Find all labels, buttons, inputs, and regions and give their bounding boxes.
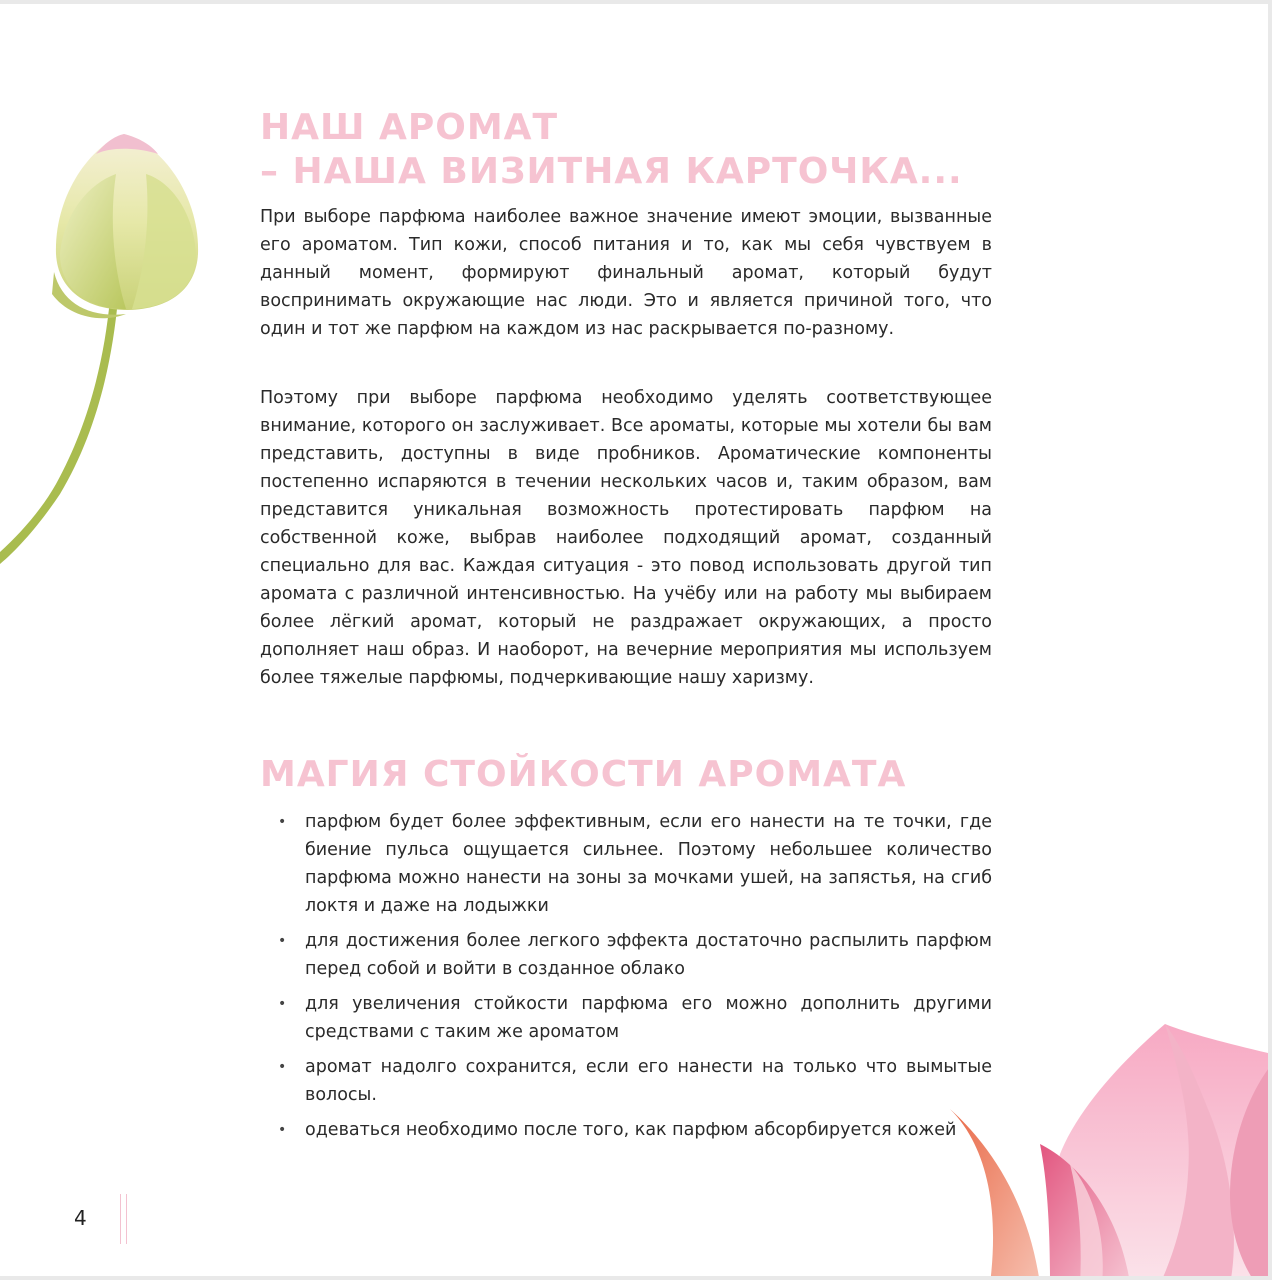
list-item: • одеваться необходимо после того, как парфюм абсорбируется кожей (260, 1116, 992, 1144)
main-heading (260, 106, 963, 194)
list-item: • для достижения более легкого эффекта достаточно распылить парфюм перед собой и войти в созданное облако (260, 927, 992, 983)
tips-list (260, 808, 992, 1151)
section-heading: МАГИЯ СТОЙКОСТИ АРОМАТА (260, 754, 907, 795)
page (0, 4, 1268, 1276)
paragraph-2: Поэтому при выборе парфюма необходимо уделять соответствующее внимание, которого он заслуживает. Все ароматы, которые мы хотели бы вам представить, доступны в виде пробников. Ароматические компоненты постепенно испаряются в течении нескольких часов и, таким образом, вам представится уникальная возможность протестировать парфюм на собственной коже, выбрав наиболее подходящий аромат, созданный специально для вас. Каждая ситуация - это повод использовать другой тип аромата с различной интенсивностью. На учёбу или на работу мы выбираем более лёгкий аромат, который не раздражает окружающих, а просто дополняет наш образ. И наоборот, на вечерние мероприятия мы используем более тяжелые парфюмы, подчеркивающие нашу харизму. (260, 388, 992, 688)
paragraph-1: При выборе парфюма наиболее важное значение имеют эмоции, вызванные его ароматом. Тип кожи, способ питания и то, как мы себя чувствуем в данный момент, формируют финальный аромат, который будут воспринимать окружающие нас люди. Это и является причиной того, что один и тот же парфюм на каждом из нас раскрывается по-разному. (260, 207, 992, 339)
page-number: 4 (74, 1206, 87, 1230)
list-item: • для увеличения стойкости парфюма его можно дополнить другими средствами с таким же ароматом (260, 990, 992, 1046)
page-divider (120, 1194, 127, 1244)
main-heading-line2: – НАША ВИЗИТНАЯ КАРТОЧКА... (260, 151, 963, 192)
lotus-bud-image (0, 104, 240, 574)
list-item: • аромат надолго сохранится, если его нанести на только что вымытые волосы. (260, 1053, 992, 1109)
list-item: • парфюм будет более эффективным, если его нанести на те точки, где биение пульса ощущается сильнее. Поэтому небольшее количество парфюма можно нанести на зоны за мочками ушей, на запястья, на сгиб локтя и даже на лодыжки (260, 808, 992, 920)
main-heading-line1: НАШ АРОМАТ (260, 107, 559, 148)
